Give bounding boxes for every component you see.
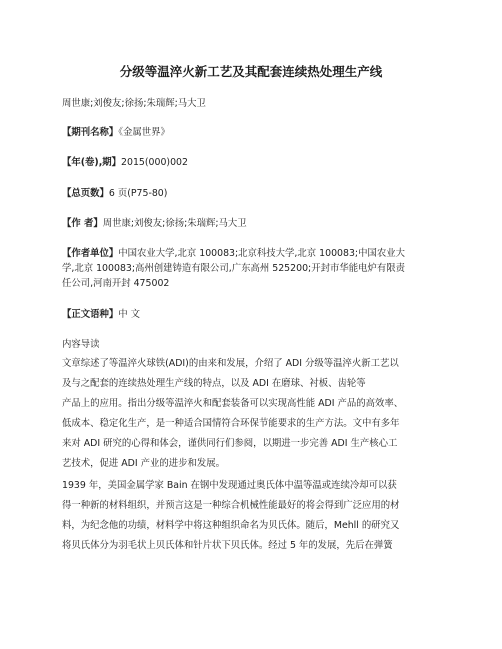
author-row	[62, 216, 452, 231]
year-row	[62, 155, 452, 170]
body-line: 低成本、稳定化生产，是一种适合国情符合环保节能要求的生产方法。文中有多年	[62, 418, 400, 429]
body-line: 文章综述了等温淬火球铁(ADI)的由来和发展，介绍了 ADI 分级等温淬火新工艺以	[62, 358, 399, 369]
body-line: 将贝氏体分为羽毛状上贝氏体和针片状下贝氏体。经过 5 年的发展，先后在弹簧	[62, 540, 393, 551]
journal-value: 《金属世界》	[118, 127, 170, 138]
body-line: 来对 ADI 研究的心得和体会，谨供同行们参阅，以期进一步完善 ADI 生产核心工	[62, 438, 398, 449]
authors-line: 周世康;刘俊友;徐扬;朱瑞辉;马大卫	[62, 98, 206, 109]
body-line: 料，为纪念他的功绩，材料学中将这种组织命名为贝氏体。随后，Mehll 的研究又	[62, 520, 400, 531]
affiliation-line: 中国农业大学,北京 100083;北京科技大学,北京 100083;中国农业大	[118, 248, 405, 259]
language-value: 中 文	[118, 309, 140, 320]
affiliation-line: 学,北京 100083;高州创建铸造有限公司,广东高州 525200;开封市华能电炉有限责	[62, 263, 405, 274]
body-line: 1939 年，美国金属学家 Bain 在钢中发现通过奥氏体中温等温或连续冷却可以获	[62, 480, 397, 491]
affiliation-label: 【作者单位】	[62, 248, 119, 259]
journal-label: 【期刊名称】	[62, 127, 119, 138]
body-line: 及与之配套的连续热处理生产线的特点，以及 ADI 在磨球、衬板、齿轮等	[62, 378, 366, 389]
pages-label: 【总页数】	[62, 188, 109, 199]
language-label: 【正文语种】	[62, 309, 119, 320]
intro-heading: 内容导读	[62, 339, 100, 350]
pages-row	[62, 186, 452, 201]
body-line: 艺技术，促进 ADI 产业的进步和发展。	[62, 458, 225, 469]
body-line: 产品上的应用。指出分级等温淬火和配套装备可以实现高性能 ADI 产品的高效率、	[62, 398, 404, 409]
affiliation-line: 任公司,河南开封 475002	[62, 278, 170, 289]
author-label: 【作 者】	[62, 218, 103, 229]
language-row	[62, 307, 452, 322]
year-label: 【年(卷),期】	[62, 157, 122, 168]
body-line: 得一种新的材料组织，并预言这是一种综合机械性能最好的将会得到广泛应用的材	[62, 500, 400, 511]
pages-value: 6 页(P75-80)	[108, 188, 168, 199]
document-title: 分级等温淬火新工艺及其配套连续热处理生产线	[119, 64, 383, 79]
affiliation-row	[62, 246, 452, 261]
author-value: 周世康;刘俊友;徐扬;朱瑞辉;马大卫	[102, 218, 247, 229]
year-value: 2015(000)002	[121, 157, 188, 168]
journal-row	[62, 125, 452, 140]
